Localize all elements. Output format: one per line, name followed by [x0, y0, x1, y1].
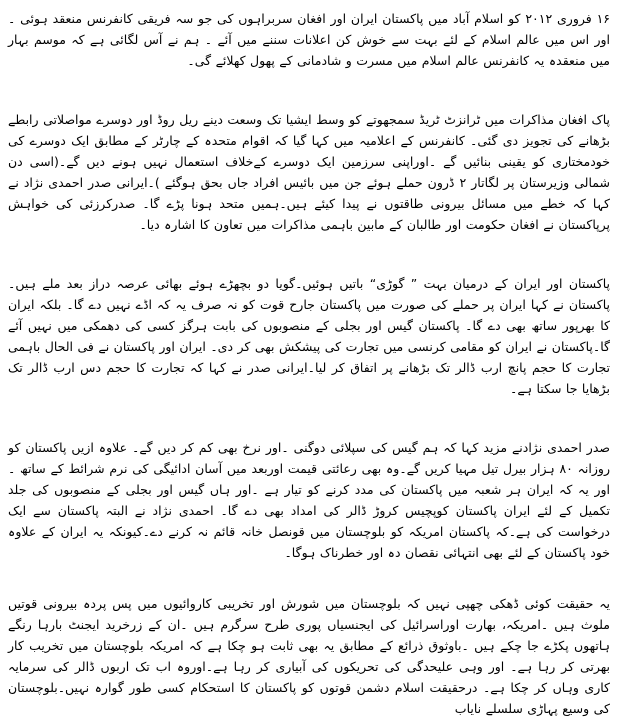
paragraph-balochistan: یہ حقیقت کوئی ڈھکی چھپی نہیں کہ بلوچستان میں شورش اور تخریبی کاروائیوں میں پس پردہ بیرونی قوتیں ملوث ہیں ۔امریکہ، بھارت اوراسرائیل کی ایجنسیاں پوری طرح سرگرم ہیں ۔ان کے زرخرید ایجنٹ بارہا رنگے ہاتھوں پکڑے جا چکے ہیں ۔باوثوق ذرائع کے مطابق یہ بھی ثابت ہو چکا ہے کہ امریکہ بلوچستان میں تخریب کار بھرتی کر رہا ہے۔ اور وہی علیحدگی کی تحریکوں کی آبیاری کر رہا ہے۔اوروہ اب تک اربوں ڈالر کی سرمایہ کاری وہاں کر چکا ہے۔ درحقیقت اسلام دشمن قوتوں کو پاکستان کا استحکام کسی طور گوارہ نہیں۔بلوچستان کی وسیع پہاڑی سلسلے نایاب — [8, 596, 610, 716]
paragraph-pak-afghan-talks: پاک افغان مذاکرات میں ٹرانزٹ ٹریڈ سمجھوتے کو وسط ایشیا تک وسعت دینے ریل روڈ اور دوسرے مواصلاتی رابطے بڑھانے کی تجویز دی گئی۔ کانفرنس کے اعلامیہ میں کہا گیا کہ اقوام متحدہ کے چارٹر کے مطابق ایک دوسرے کی خودمختاری کو یقینی بنائیں گے ۔اوراپنی سرزمین ایک دوسرے کےخلاف استعمال نہیں ہونے دیں گے۔(اسی دن شمالی وزیرستان پر لگاتار ۲ ڈرون حملے ہوئے جن میں بائیس افراد جاں بحق ہوگئے )۔ایرانی صدر احمدی نژاد نے کہا کہ خطے میں مسائل بیرونی طاقتوں نے پیدا کیئے ہیں۔ہمیں متحد ہونا پڑے گا۔ صدرکرزئی کی خواہش پرپاکستان نے افغان حکومت اور طالبان کے مابین باہمی مذاکرات میں تعاون کا اشارہ دیا۔ — [8, 112, 610, 232]
paragraph-pak-iran-talks: پاکستان اور ایران کے درمیان بہت ” گوڑی“ باتیں ہوئیں۔گویا دو بچھڑے ہوئے بھائی عرصہ دراز بعد ملے ہیں۔ پاکستان نے کہا ایران پر حملے کی صورت میں پاکستان جارح قوت کو نہ صرف یہ کہ اڈے نہیں دے گا۔ بلکہ ایران کا بھرپور ساتھ بھی دے گا۔ پاکستان گیس اور بجلی کے منصوبوں کی بابت ہرگز کسی کی دھمکی میں نہیں آئے گا۔پاکستان نے ایران کو مقامی کرنسی میں تجارت کی پیشکش بھی کر دی۔ ایران اور پاکستان نے فی الحال باہمی تجارت کا حجم پانچ ارب ڈالر تک بڑھانے پر اتفاق کر لیا۔ایرانی صدر نے کہا کہ تجارت کا حجم دس ارب ڈالر تک بڑھایا جا سکتا ہے۔ — [8, 276, 610, 396]
paragraph-ahmadinejad-offer: صدر احمدی نژادنے مزید کہا کہ ہم گیس کی سپلائی دوگنی ۔اور نرخ بھی کم کر دیں گے۔ علاوہ ازیں پاکستان کو روزانہ ۸۰ ہزار بیرل تیل مہیا کریں گے۔وہ بھی رعائتی قیمت اوربعد میں آسان ادائیگی کی نرم شرائط کے ساتھ ۔ اور یہ کہ ایران ہر شعبہ میں پاکستان کی مدد کرنے کو تیار ہے ۔اور ہاں گیس اور بجلی کے منصوبوں کی جلد تکمیل کے لئے ایران پاکستان کوپچیس کروڑ ڈالر کی امداد بھی دے گا۔ احمدی نژاد نے البتہ پاکستان سے ایک درخواست کی ہے۔کہ پاکستان امریکہ کو بلوچستان میں قونصل خانہ قائم نہ کرنے دے۔کیونکہ یہ ایران کے علاوہ خود پاکستان کے لئے بھی انتہائی نقصان دہ اور خطرناک ہوگا۔ — [8, 440, 610, 560]
paragraph-conference: ۱۶ فروری ۲۰۱۲ کو اسلام آباد میں پاکستان ایران اور افغان سربراہوں کی جو سہ فریقی کانفرنس منعقد ہوئی ۔ اور اس میں عالم اسلام کے لئے بہت سے خوش کن اعلانات سننے میں آئے ۔ ہم نے آس لگائی ہے کہ موسم بہار میں منعقدہ یہ کانفرنس عالم اسلام میں مسرت و شادمانی کے پھول کھلائے گی۔ — [8, 11, 610, 68]
